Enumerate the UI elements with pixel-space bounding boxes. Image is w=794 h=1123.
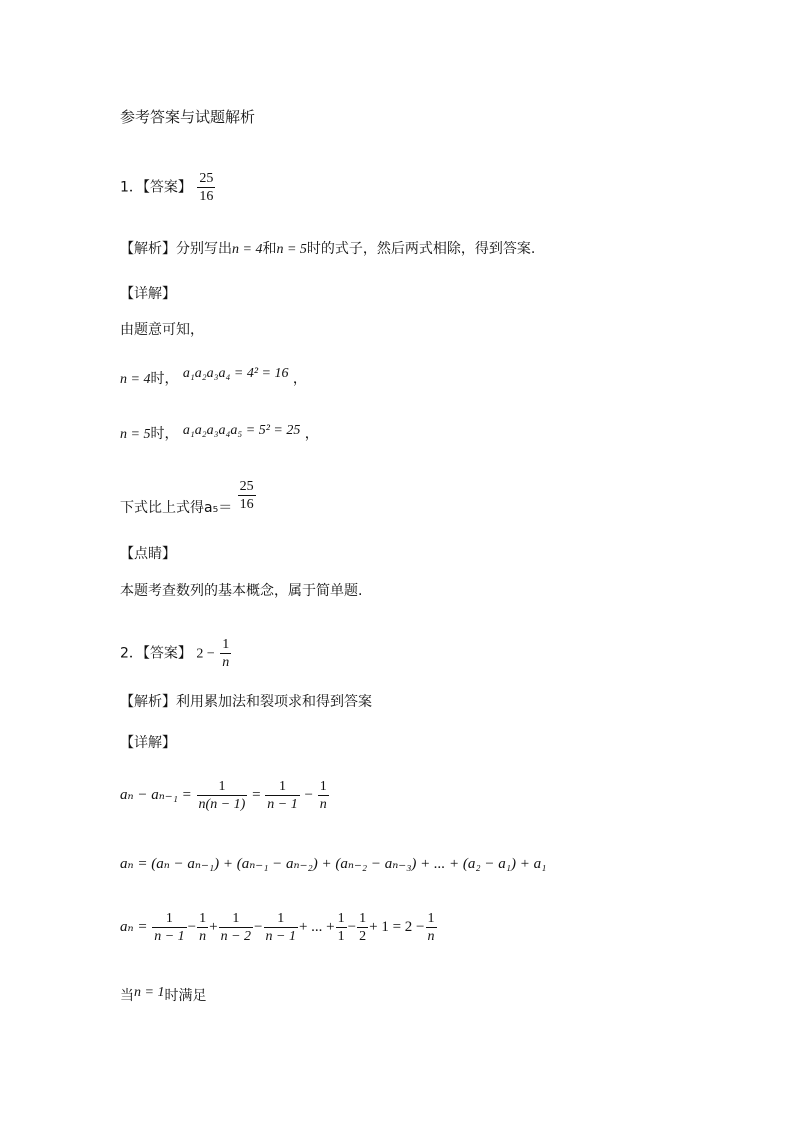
- q2-answer-fraction: [220, 636, 231, 671]
- q1-number: 1．: [120, 179, 143, 196]
- q2-number: 2．: [120, 645, 143, 662]
- q2-eq1-f2-den: n − 1: [267, 797, 298, 812]
- q1-analysis-c: 时的式子，然后两式相除，得到答案.: [306, 241, 536, 257]
- q1-case1-n: n = 4: [120, 372, 151, 387]
- q2-eq1-minus: −: [304, 786, 313, 803]
- q2-eq1-lhs: aₙ − aₙ₋₁ =: [120, 786, 192, 803]
- q2-eq3-t2-num: 1: [199, 911, 207, 926]
- q2-answer-den: n: [222, 655, 230, 670]
- q2-eq3-term3: [219, 910, 253, 945]
- q2-eq3-op5: −: [347, 918, 357, 935]
- q2-eq3-lhs: aₙ =: [120, 918, 148, 935]
- q1-analysis-label: 【解析】: [120, 241, 176, 257]
- q1-case2-expr: a₁a₂a₃a₄a₅ = 5² = 25: [182, 423, 301, 438]
- q2-eq3-t7-den: n: [427, 929, 435, 944]
- q2-eq3-term4: [264, 910, 298, 945]
- q2-eq3-t7-num: 1: [427, 911, 435, 926]
- q2-eq1-f3-num: 1: [319, 779, 327, 794]
- q1-case1-line: [120, 366, 307, 390]
- q2-eq3-t4-den: n − 1: [265, 929, 296, 944]
- q1-analysis-n5: n = 5: [276, 242, 307, 257]
- page-title: 参考答案与试题解析: [120, 108, 256, 126]
- q1-case2-line: [120, 424, 319, 445]
- q1-conclusion-line: [120, 478, 257, 516]
- q2-analysis-line: [120, 692, 372, 712]
- q2-detail-label: 【详解】: [120, 735, 176, 751]
- q1-analysis-b: 和: [262, 241, 277, 257]
- q1-known-text: 由题意可知，: [120, 322, 204, 338]
- q1-analysis-line: [120, 239, 535, 260]
- q2-eq1-eq: =: [252, 786, 261, 803]
- q2-eq3-term7: [426, 910, 437, 945]
- q2-eq1-frac1: [197, 778, 248, 813]
- q2-answer-label: 【答案】: [142, 645, 192, 662]
- q1-case2-n: n = 5: [120, 427, 151, 442]
- q1-case1-expr: a₁a₂a₃a₄ = 4² = 16: [182, 366, 289, 381]
- q2-eq3-term6: [357, 910, 368, 945]
- q2-answer-line: [120, 636, 232, 671]
- q1-answer-den: 16: [199, 189, 214, 204]
- q2-eq3-t5-num: 1: [337, 911, 345, 926]
- q2-eq3-t3-num: 1: [219, 910, 253, 928]
- q2-eq1-frac3: [318, 778, 329, 813]
- q1-case1-time: 时，: [150, 371, 179, 387]
- q2-analysis-text: 利用累加法和裂项求和得到答案: [176, 694, 372, 710]
- q1-detail-label: 【详解】: [120, 286, 176, 302]
- q2-analysis-label: 【解析】: [120, 694, 176, 710]
- q1-comment-label: 【点睛】: [120, 546, 176, 562]
- q1-case2-end: ，: [304, 426, 319, 442]
- q2-eq3-t6-num: 1: [359, 911, 367, 926]
- q2-eq1-f3-den: n: [319, 797, 327, 812]
- q2-eq3-t2-den: n: [199, 929, 207, 944]
- q1-conclusion-var: a₅＝: [204, 499, 233, 516]
- q1-comment-text: 本题考查数列的基本概念，属于简单题.: [120, 583, 363, 599]
- q2-equation-3: [120, 910, 438, 945]
- q1-conclusion-fraction: [238, 478, 256, 513]
- q2-final-b: 时满足: [164, 988, 207, 1004]
- q2-eq1-f1-den: n(n − 1): [198, 797, 246, 812]
- q2-eq3-op6: + 1 = 2 −: [369, 918, 425, 935]
- q1-conclusion-den: 16: [239, 497, 254, 512]
- q2-eq3-term2: [197, 910, 208, 945]
- q2-eq3-op4: + ... +: [298, 918, 335, 935]
- q2-eq3-op2: +: [209, 918, 218, 935]
- q1-answer-line: [120, 170, 216, 205]
- q1-answer-num: 25: [199, 171, 214, 186]
- q2-equation-2: aₙ = (aₙ − aₙ₋₁) + (aₙ₋₁ − aₙ₋₂) + (aₙ₋₂ − aₙ₋₃) + ... + (a₂ − a₁) + a₁: [120, 856, 547, 872]
- q1-analysis-n4: n = 4: [232, 242, 263, 257]
- q2-eq3-t1-num: 1: [152, 910, 186, 928]
- q2-answer-num: 1: [222, 637, 230, 652]
- q2-eq3-t5-den: 1: [337, 929, 345, 944]
- q2-eq3-t4-num: 1: [264, 910, 298, 928]
- q1-conclusion-num: 25: [239, 479, 254, 494]
- q2-eq3-op3: −: [254, 918, 263, 935]
- q2-eq1-frac2: [265, 778, 299, 813]
- q2-eq3-t6-den: 2: [359, 929, 367, 944]
- q2-eq1-f2-num: 1: [265, 778, 299, 796]
- q2-final-line: [120, 986, 206, 1007]
- q1-answer-fraction: [197, 170, 215, 205]
- q2-final-a: 当: [120, 988, 134, 1004]
- q2-equation-1: [120, 778, 330, 813]
- q1-analysis-a: 分别写出: [176, 241, 232, 257]
- q2-answer-prefix: 2 −: [196, 646, 215, 662]
- q2-eq3-t3-den: n − 2: [220, 929, 252, 944]
- q1-case2-time: 时，: [150, 426, 179, 442]
- q1-answer-label: 【答案】: [142, 179, 192, 196]
- q2-eq3-term1: [152, 910, 186, 945]
- q2-eq3-t1-den: n − 1: [154, 929, 185, 944]
- q2-eq3-term5: [336, 910, 347, 945]
- q1-case1-end: ，: [292, 371, 307, 387]
- q2-final-n: n = 1: [134, 985, 165, 1000]
- q1-conclusion-text: 下式比上式得: [120, 499, 204, 516]
- q2-eq3-op1: −: [187, 918, 197, 935]
- q2-eq1-f1-num: 1: [197, 778, 248, 796]
